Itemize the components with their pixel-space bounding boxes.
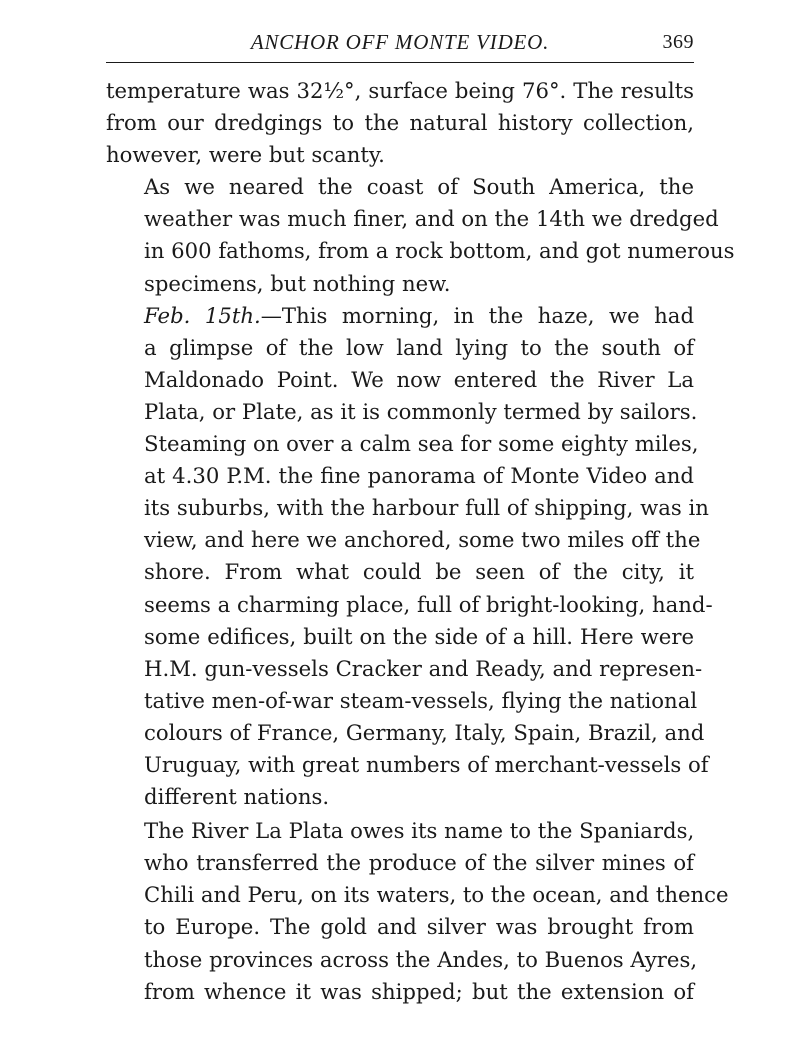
text-line: however, were but scanty. — [106, 142, 385, 168]
text-line: seems a charming place, full of bright-looking, hand- — [144, 591, 713, 617]
text-line: different nations. — [144, 784, 330, 810]
text-line: from whence it was shipped; but the extension of — [144, 978, 694, 1004]
text-line: those provinces across the Andes, to Buenos Ayres, — [144, 946, 698, 972]
text-line: who transferred the produce of the silver mines of — [144, 850, 694, 876]
running-title: ANCHOR OFF MONTE VIDEO. — [250, 30, 550, 54]
text-line: H.M. gun-vessels Cracker and Ready, and represen- — [144, 655, 703, 681]
text-line: As we neared the coast of South America, the — [144, 174, 694, 200]
paragraph-2 — [106, 171, 735, 299]
text-line: to Europe. The gold and silver was brought from — [144, 914, 694, 940]
text-line: Chili and Peru, on its waters, to the ocean, and thence — [144, 882, 729, 908]
text-line: Maldonado Point. We now entered the River La — [144, 366, 694, 392]
text-line: specimens, but nothing new. — [144, 270, 451, 296]
paragraph-4 — [106, 815, 729, 1008]
text-line: a glimpse of the low land lying to the south of — [144, 334, 694, 360]
text-line: some edifices, built on the side of a hill. Here were — [144, 623, 694, 649]
text-line: Uruguay, with great numbers of merchant-vessels of — [144, 751, 709, 777]
page-header — [106, 28, 694, 62]
text-line — [106, 300, 694, 332]
text-line: shore. From what could be seen of the city, it — [144, 559, 694, 585]
text-line: Steaming on over a calm sea for some eighty miles, — [144, 431, 699, 457]
body-text — [106, 75, 735, 1008]
paragraph-3 — [106, 300, 713, 814]
text-line: The River La Plata owes its name to the Spaniards, — [144, 818, 695, 844]
text-line: weather was much finer, and on the 14th we dredged — [144, 206, 719, 232]
date-heading: Feb. 15th. — [144, 302, 261, 328]
text-line: temperature was 32½°, surface being 76°. The results — [106, 78, 694, 103]
paragraph-1 — [106, 75, 694, 171]
text-line: at 4.30 P.M. the fine panorama of Monte Video and — [144, 463, 694, 489]
text-line: view, and here we anchored, some two miles off the — [144, 527, 701, 553]
text-line: colours of France, Germany, Italy, Spain, Brazil, and — [144, 719, 705, 745]
text-line: in 600 fathoms, from a rock bottom, and got numerous — [144, 238, 735, 264]
text-line: tative men-of-war steam-vessels, flying the national — [144, 687, 698, 713]
text-line-rest: —This morning, in the haze, we had — [260, 302, 695, 328]
text-line: from our dredgings to the natural history collection, — [106, 110, 694, 136]
text-line: Plata, or Plate, as it is commonly termed by sailors. — [144, 398, 698, 424]
page-number: 369 — [662, 31, 694, 53]
text-line: its suburbs, with the harbour full of shipping, was in — [144, 495, 709, 521]
header-rule — [106, 62, 694, 63]
book-page — [106, 28, 735, 1004]
